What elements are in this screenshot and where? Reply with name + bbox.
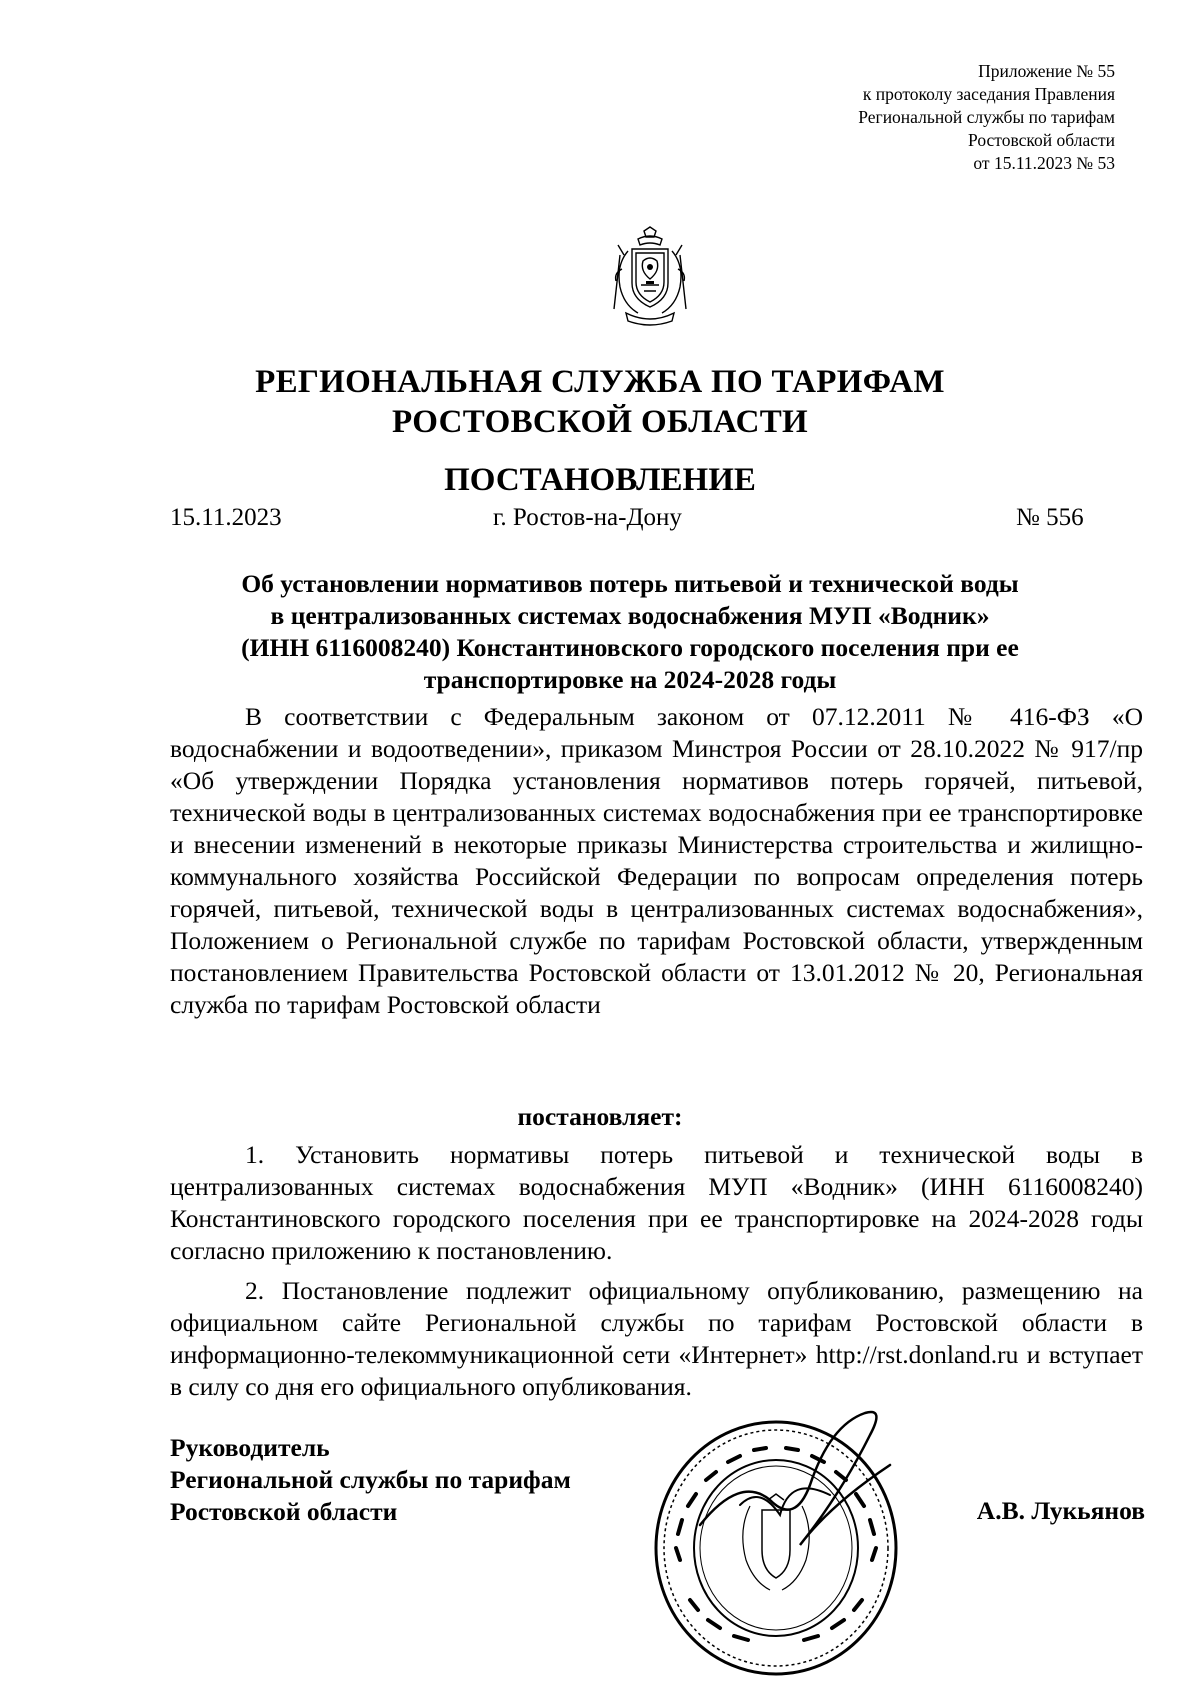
document-type-heading: ПОСТАНОВЛЕНИЕ [444,462,756,498]
subject-line: в централизованных системах водоснабжения МУП «Водник» [270,601,990,630]
resolution-item-2: 2. Постановление подлежит официальному опубликованию, размещению на официальном сайте Региональной службы по тарифам Ростовской области в информационно-телекоммуникационной сети «Интернет» http://rst.donland.ru и вступает в силу со дня его официального опубликования. [170,1276,1143,1401]
document-number: № 556 [1016,504,1084,531]
annex-line: Приложение № 55 [978,61,1115,81]
signatory-title-line: Руководитель [170,1433,330,1462]
legal-basis-paragraph: В соответствии с Федеральным законом от 07.12.2011 № 416-ФЗ «О водоснабжении и водоотведении», приказом Минстроя России от 28.10.2022 № 917/пр «Об утверждении Порядка установления нормативов потерь горячей, питьевой, технической воды в централизованных системах водоснабжения при ее транспортировке и внесении изменений в некоторые приказы Министерства строительства и жилищно-коммунального хозяйства Российской Федерации по вопросам определения потерь горячей, питьевой, технической воды в централизованных системах водоснабжения», Положением о Региональной службе по тарифам Ростовской области, утвержденным постановлением Правительства Ростовской области от 13.01.2012 № 20, Региональная служба по тарифам Ростовской области [170,702,1143,1019]
document-date: 15.11.2023 [170,504,282,531]
coat-of-arms-icon [608,225,692,331]
annex-reference [858,60,1115,175]
signature-icon [680,1405,920,1565]
signatory-name: А.В. Лукьянов [976,1496,1145,1525]
document-city: г. Ростов-на-Дону [493,504,682,531]
resolves-heading: постановляет: [517,1102,683,1131]
org-name-line: РЕГИОНАЛЬНАЯ СЛУЖБА ПО ТАРИФАМ [255,364,945,400]
signatory-title-line: Региональной службы по тарифам [170,1465,571,1494]
subject-line: (ИНН 6116008240) Константиновского городского поселения при ее [241,633,1019,662]
signatory-title-line: Ростовской области [170,1497,398,1526]
issuing-authority [0,362,1200,442]
annex-line: к протоколу заседания Правления [862,84,1115,104]
annex-line: Ростовской области [968,130,1115,150]
signatory-title [170,1432,571,1528]
subject-line: Об установлении нормативов потерь питьевой и технической воды [241,569,1019,598]
resolution-item-1: 1. Установить нормативы потерь питьевой и технической воды в централизованных системах водоснабжения МУП «Водник» (ИНН 6116008240) Константиновского городского поселения при ее транспортировке на 2024-2028 годы согласно приложению к постановлению. [170,1140,1143,1265]
annex-line: от 15.11.2023 № 53 [973,153,1115,173]
subject-line: транспортировке на 2024-2028 годы [423,665,837,694]
org-name-line: РОСТОВСКОЙ ОБЛАСТИ [392,404,808,440]
annex-line: Региональной службы по тарифам [858,107,1115,127]
document-subject [170,568,1090,696]
